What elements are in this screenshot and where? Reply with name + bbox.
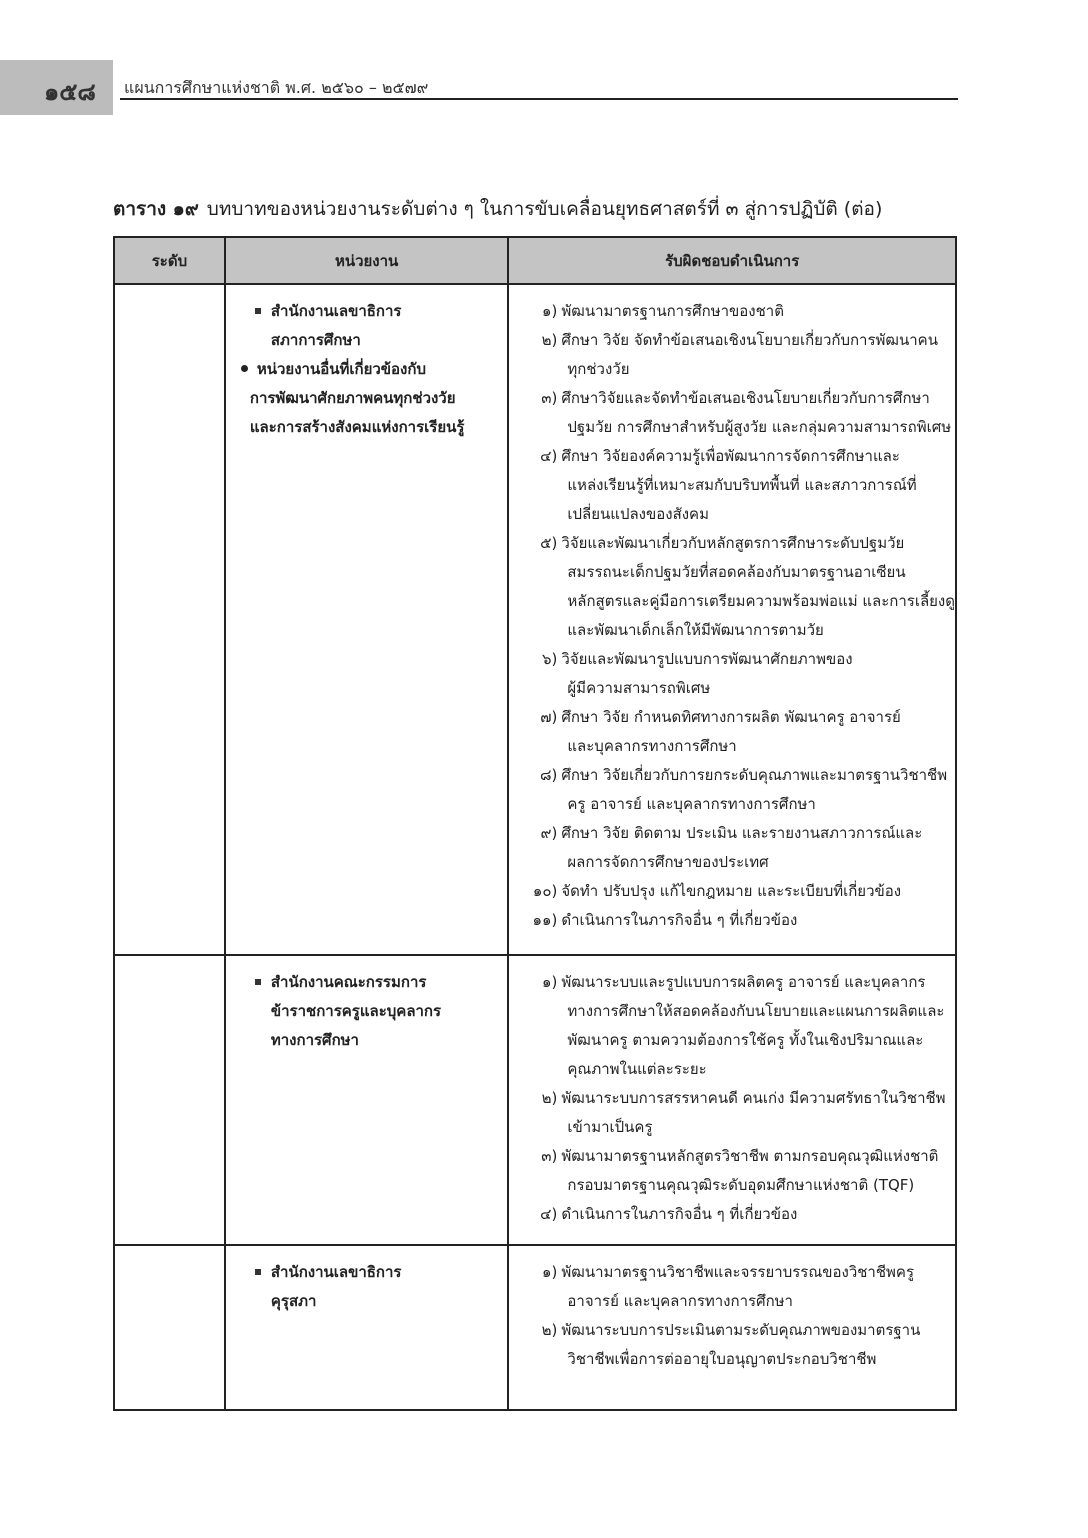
level-cell bbox=[114, 284, 225, 955]
responsibility-item-continued: อาจารย์ และบุคลากรทางการศึกษา bbox=[567, 1292, 793, 1310]
responsibility-item: ๕) วิจัยและพัฒนาเกี่ยวกับหลักสูตรการศึกษาระดับปฐมวัย bbox=[540, 534, 905, 552]
responsibility-item-continued: แหล่งเรียนรู้ที่เหมาะสมกับบริบทพื้นที่ และสภาวการณ์ที่ bbox=[567, 476, 917, 494]
responsibility-cell bbox=[508, 284, 956, 955]
square-bullet-icon bbox=[255, 979, 261, 985]
responsibility-item-continued: สมรรถนะเด็กปฐมวัยที่สอดคล้องกับมาตรฐานอาเซียน bbox=[567, 563, 906, 581]
header-responsibility: รับผิดชอบดำเนินการ bbox=[508, 237, 956, 284]
responsibility-item-continued: หลักสูตรและคู่มือการเตรียมความพร้อมพ่อแม่ และการเลี้ยงดู bbox=[567, 592, 955, 610]
responsibility-item: ๑๑) ดำเนินการในภารกิจอื่น ๆ ที่เกี่ยวข้อง bbox=[532, 911, 798, 929]
responsibility-item-continued: ครู อาจารย์ และบุคลากรทางการศึกษา bbox=[567, 795, 816, 813]
responsibility-item: ๔) ดำเนินการในภารกิจอื่น ๆ ที่เกี่ยวข้อง bbox=[540, 1205, 798, 1223]
responsibility-item-continued: ผู้มีความสามารถพิเศษ bbox=[567, 679, 711, 697]
square-bullet-icon bbox=[255, 308, 261, 314]
responsibility-table bbox=[113, 236, 957, 1411]
running-title: แผนการศึกษาแห่งชาติ พ.ศ. ๒๕๖๐ – ๒๕๗๙ bbox=[124, 78, 429, 97]
header-rule bbox=[120, 98, 958, 100]
unit-line: และการสร้างสังคมแห่งการเรียนรู้ bbox=[249, 418, 465, 436]
unit-line: หน่วยงานอื่นที่เกี่ยวข้องกับ bbox=[250, 355, 508, 384]
responsibility-item-continued: วิชาชีพเพื่อการต่ออายุใบอนุญาตประกอบวิชาชีพ bbox=[567, 1350, 877, 1368]
responsibility-item: ๑๐) จัดทำ ปรับปรุง แก้ไขกฎหมาย และระเบียบที่เกี่ยวข้อง bbox=[532, 882, 902, 900]
level-cell bbox=[114, 1245, 225, 1410]
unit-line: ทางการศึกษา bbox=[270, 1031, 359, 1049]
responsibility-item-continued: ทางการศึกษาให้สอดคล้องกับนโยบายและแผนการผลิตและ bbox=[567, 1002, 945, 1020]
responsibility-item: ๒) พัฒนาระบบการสรรหาคนดี คนเก่ง มีความศรัทธาในวิชาชีพ bbox=[541, 1089, 946, 1107]
table-row bbox=[114, 1245, 956, 1410]
caption-label: ตาราง ๑๙ bbox=[113, 198, 199, 220]
responsibility-item-continued: เข้ามาเป็นครู bbox=[567, 1118, 653, 1136]
responsibility-item-continued: ผลการจัดการศึกษาของประเทศ bbox=[567, 853, 769, 871]
responsibility-item: ๒) พัฒนาระบบการประเมินตามระดับคุณภาพของมาตรฐาน bbox=[541, 1321, 921, 1339]
responsibility-cell bbox=[508, 955, 956, 1245]
square-bullet-icon bbox=[255, 1269, 261, 1275]
responsibility-item: ๓) พัฒนามาตรฐานหลักสูตรวิชาชีพ ตามกรอบคุณวุฒิแห่งชาติ bbox=[541, 1147, 939, 1165]
page-number: ๑๕๘ bbox=[44, 78, 96, 106]
responsibility-item-continued: และพัฒนาเด็กเล็กให้มีพัฒนาการตามวัย bbox=[567, 621, 824, 639]
level-cell bbox=[114, 955, 225, 1245]
responsibility-item: ๗) ศึกษา วิจัย กำหนดทิศทางการผลิต พัฒนาครู อาจารย์ bbox=[540, 708, 901, 726]
responsibility-item: ๒) ศึกษา วิจัย จัดทำข้อเสนอเชิงนโยบายเกี่ยวกับการพัฒนาคน bbox=[541, 331, 938, 349]
table-header-row bbox=[114, 237, 956, 284]
caption-text: บทบาทของหน่วยงานระดับต่าง ๆ ในการขับเคลื่อนยุทธศาสตร์ที่ ๓ สู่การปฏิบัติ (ต่อ) bbox=[206, 198, 883, 220]
unit-cell bbox=[225, 955, 509, 1245]
responsibility-item: ๘) ศึกษา วิจัยเกี่ยวกับการยกระดับคุณภาพและมาตรฐานวิชาชีพ bbox=[539, 766, 948, 784]
responsibility-item: ๑) พัฒนามาตรฐานวิชาชีพและจรรยาบรรณของวิชาชีพครู bbox=[542, 1263, 915, 1281]
unit-line: การพัฒนาศักยภาพคนทุกช่วงวัย bbox=[249, 389, 456, 407]
unit-line: สภาการศึกษา bbox=[270, 331, 361, 349]
table-caption bbox=[113, 194, 882, 224]
responsibility-item-continued: คุณภาพในแต่ละระยะ bbox=[567, 1060, 707, 1078]
unit-line: สำนักงานเลขาธิการ bbox=[250, 1258, 508, 1287]
unit-line: สำนักงานคณะกรรมการ bbox=[250, 968, 508, 997]
unit-line: สำนักงานเลขาธิการ bbox=[250, 297, 508, 326]
responsibility-item: ๑) พัฒนาระบบและรูปแบบการผลิตครู อาจารย์ และบุคลากร bbox=[542, 973, 926, 991]
responsibility-cell bbox=[508, 1245, 956, 1410]
responsibility-item: ๖) วิจัยและพัฒนารูปแบบการพัฒนาศักยภาพของ bbox=[542, 650, 853, 668]
unit-cell bbox=[225, 284, 509, 955]
responsibility-item: ๑) พัฒนามาตรฐานการศึกษาของชาติ bbox=[542, 302, 784, 320]
responsibility-item: ๙) ศึกษา วิจัย ติดตาม ประเมิน และรายงานสภาวการณ์และ bbox=[540, 824, 923, 842]
responsibility-item-continued: กรอบมาตรฐานคุณวุฒิระดับอุดมศึกษาแห่งชาติ (TQF) bbox=[567, 1176, 915, 1194]
responsibility-item: ๔) ศึกษา วิจัยองค์ความรู้เพื่อพัฒนาการจัดการศึกษาและ bbox=[540, 447, 900, 465]
table-row bbox=[114, 955, 956, 1245]
responsibility-item-continued: พัฒนาครู ตามความต้องการใช้ครู ทั้งในเชิงปริมาณและ bbox=[567, 1031, 924, 1049]
responsibility-item-continued: และบุคลากรทางการศึกษา bbox=[567, 737, 737, 755]
unit-cell bbox=[225, 1245, 509, 1410]
unit-line: คุรุสภา bbox=[270, 1292, 317, 1310]
unit-line: ข้าราชการครูและบุคลากร bbox=[270, 1002, 442, 1020]
dot-bullet-icon bbox=[241, 365, 248, 372]
responsibility-item-continued: ปฐมวัย การศึกษาสำหรับผู้สูงวัย และกลุ่มความสามารถพิเศษ bbox=[567, 418, 952, 436]
responsibility-item-continued: ทุกช่วงวัย bbox=[567, 360, 630, 378]
table-row bbox=[114, 284, 956, 955]
responsibility-item: ๓) ศึกษาวิจัยและจัดทำข้อเสนอเชิงนโยบายเกี่ยวกับการศึกษา bbox=[541, 389, 930, 407]
header-level: ระดับ bbox=[114, 237, 225, 284]
responsibility-item-continued: เปลี่ยนแปลงของสังคม bbox=[567, 505, 709, 523]
header-unit: หน่วยงาน bbox=[225, 237, 509, 284]
